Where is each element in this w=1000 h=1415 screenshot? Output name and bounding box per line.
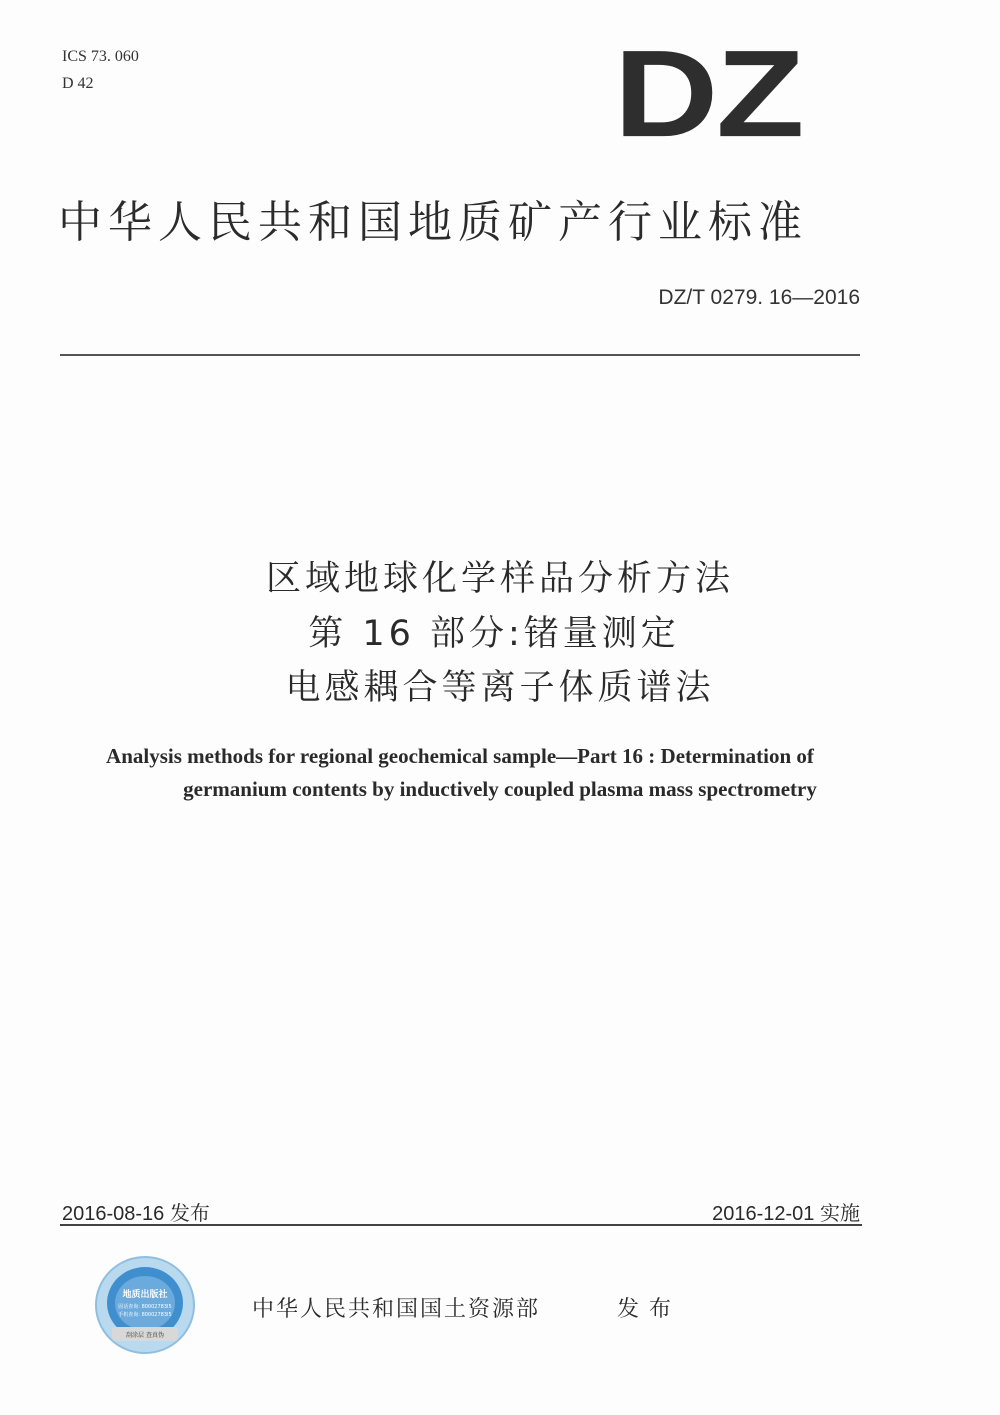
seal-mobile-text: 手机查询: 80002783I5 <box>118 1312 172 1318</box>
footer-divider <box>60 1224 862 1226</box>
publish-label: 发布 <box>617 1297 682 1322</box>
seal-landline-text: 固话查询: 80002783I5 <box>118 1304 172 1310</box>
standard-number: DZ/T 0279. 16—2016 <box>658 286 860 309</box>
issue-date: 2016-08-16 发布 <box>62 1203 210 1225</box>
english-title-line-2: germanium contents by inductively coupled plasma mass spectrometry <box>183 777 817 801</box>
seal-scratch-text: 刮涂层 查真伪 <box>126 1332 164 1339</box>
english-title-line-1: Analysis methods for regional geochemical sample—Part 16 : Determination of <box>106 744 814 768</box>
classification-code: D 42 <box>62 75 94 92</box>
implementation-date: 2016-12-01 实施 <box>712 1203 860 1225</box>
dz-logo <box>612 24 804 163</box>
chinese-title-line-1: 区域地球化学样品分析方法 <box>265 559 734 599</box>
chinese-title-line-2: 第 16 部分:锗量测定 <box>308 614 680 654</box>
ics-code: ICS 73. 060 <box>62 48 139 65</box>
header-divider <box>60 354 860 356</box>
seal-publisher-text: 地质出版社 <box>122 1290 168 1300</box>
anti-counterfeit-seal-icon <box>94 1255 196 1355</box>
publisher-name: 中华人民共和国国土资源部 <box>252 1297 541 1322</box>
dz-logo-text: DZ <box>613 24 803 163</box>
chinese-title-line-3: 电感耦合等离子体质谱法 <box>285 668 715 708</box>
industry-standard-title: 中华人民共和国地质矿产行业标准 <box>58 197 808 248</box>
